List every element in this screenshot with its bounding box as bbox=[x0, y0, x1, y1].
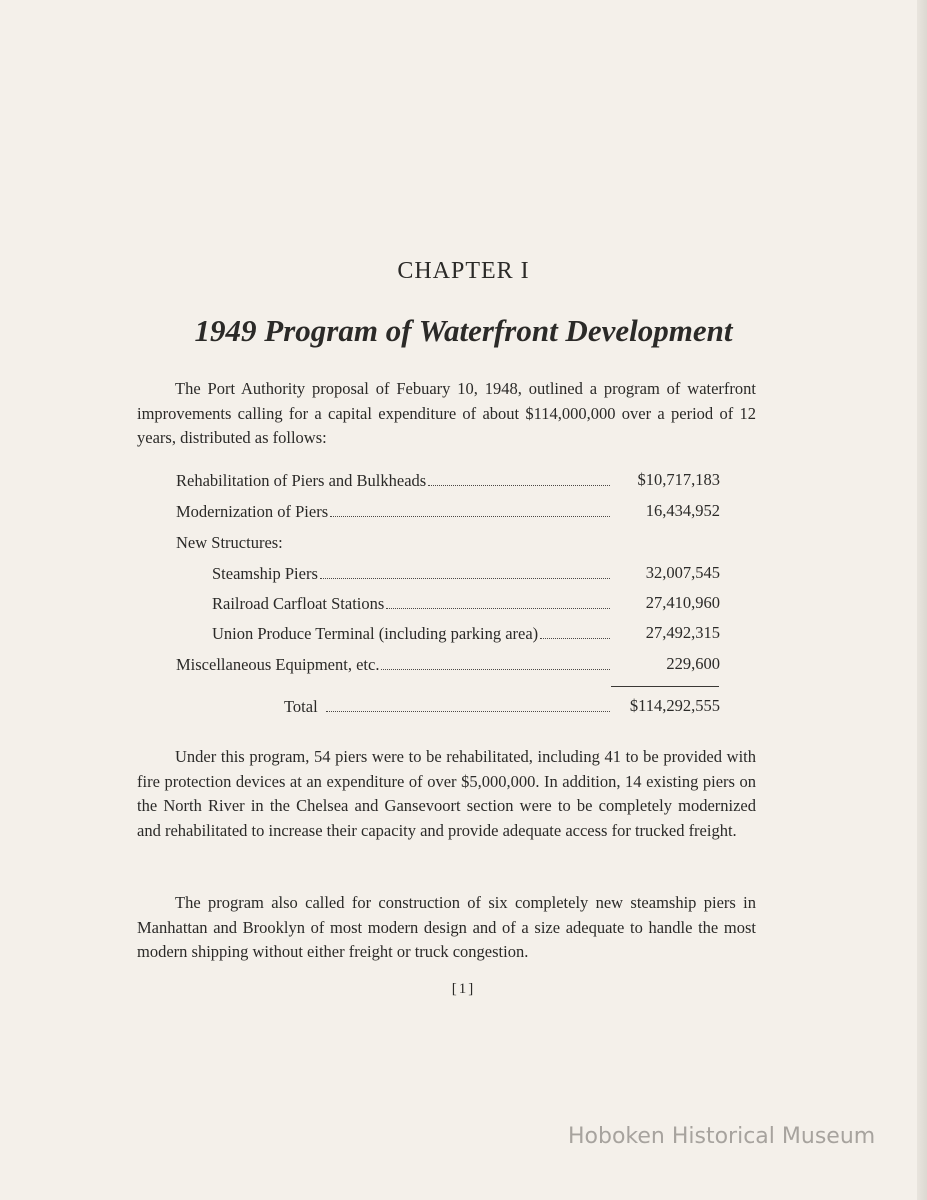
leader-dots bbox=[386, 608, 610, 609]
table-row bbox=[176, 531, 612, 553]
row-label: Miscellaneous Equipment, etc. bbox=[176, 655, 380, 674]
leader-dots bbox=[330, 516, 610, 517]
table-row bbox=[176, 469, 612, 491]
row-label: Steamship Piers bbox=[212, 564, 318, 583]
row-label: Modernization of Piers bbox=[176, 502, 329, 521]
body-paragraph-2 bbox=[137, 745, 756, 843]
paragraph-3-text: The program also called for construction of six completely new steamship piers in Manhattan and Brooklyn of most modern design and of a size adequate to handle the most modern shipping without either freight or truck congestion. bbox=[137, 893, 756, 961]
row-label: New Structures: bbox=[176, 533, 283, 552]
intro-text: The Port Authority proposal of Febuary 10, 1948, outlined a program of waterfront improvements calling for a capital expenditure of about $114,000,000 over a period of 12 years, distributed as follows: bbox=[137, 379, 756, 447]
row-amount: 27,492,315 bbox=[645, 623, 720, 642]
total-row bbox=[284, 695, 612, 717]
table-row bbox=[176, 500, 612, 522]
row-amount: 27,410,960 bbox=[645, 593, 720, 612]
row-label: Union Produce Terminal (including parking area) bbox=[212, 624, 539, 643]
total-label: Total bbox=[284, 697, 318, 716]
table-row bbox=[212, 562, 612, 584]
leader-dots bbox=[428, 485, 610, 486]
page-title: 1949 Program of Waterfront Development bbox=[194, 313, 733, 348]
intro-paragraph bbox=[137, 377, 756, 451]
row-label: Rehabilitation of Piers and Bulkheads bbox=[176, 471, 427, 490]
chapter-heading: CHAPTER I bbox=[397, 258, 530, 284]
row-amount: 32,007,545 bbox=[645, 563, 720, 582]
body-paragraph-3 bbox=[137, 891, 756, 965]
row-amount: $10,717,183 bbox=[637, 470, 720, 489]
leader-dots bbox=[540, 638, 610, 639]
total-rule bbox=[611, 686, 719, 687]
watermark: Hoboken Historical Museum bbox=[568, 1124, 876, 1149]
leader-dots bbox=[381, 669, 610, 670]
page-edge bbox=[917, 0, 927, 1200]
leader-dots bbox=[320, 578, 610, 579]
page-number: [1] bbox=[451, 981, 476, 997]
table-row bbox=[212, 592, 612, 614]
row-label: Railroad Carfloat Stations bbox=[212, 594, 385, 613]
table-row bbox=[176, 653, 612, 675]
row-amount: 229,600 bbox=[666, 654, 720, 673]
paragraph-2-text: Under this program, 54 piers were to be rehabilitated, including 41 to be provided with fire protection devices at an expenditure of over $5,000,000. In addition, 14 existing piers on the North River in the Chelsea and Gansevoort section were to be completely modernized and rehabilitated to increase their capacity and provide adequate access for trucked freight. bbox=[137, 747, 756, 840]
total-amount: $114,292,555 bbox=[629, 696, 720, 715]
row-amount: 16,434,952 bbox=[645, 501, 720, 520]
leader-dots bbox=[326, 711, 610, 712]
table-row bbox=[212, 622, 612, 644]
